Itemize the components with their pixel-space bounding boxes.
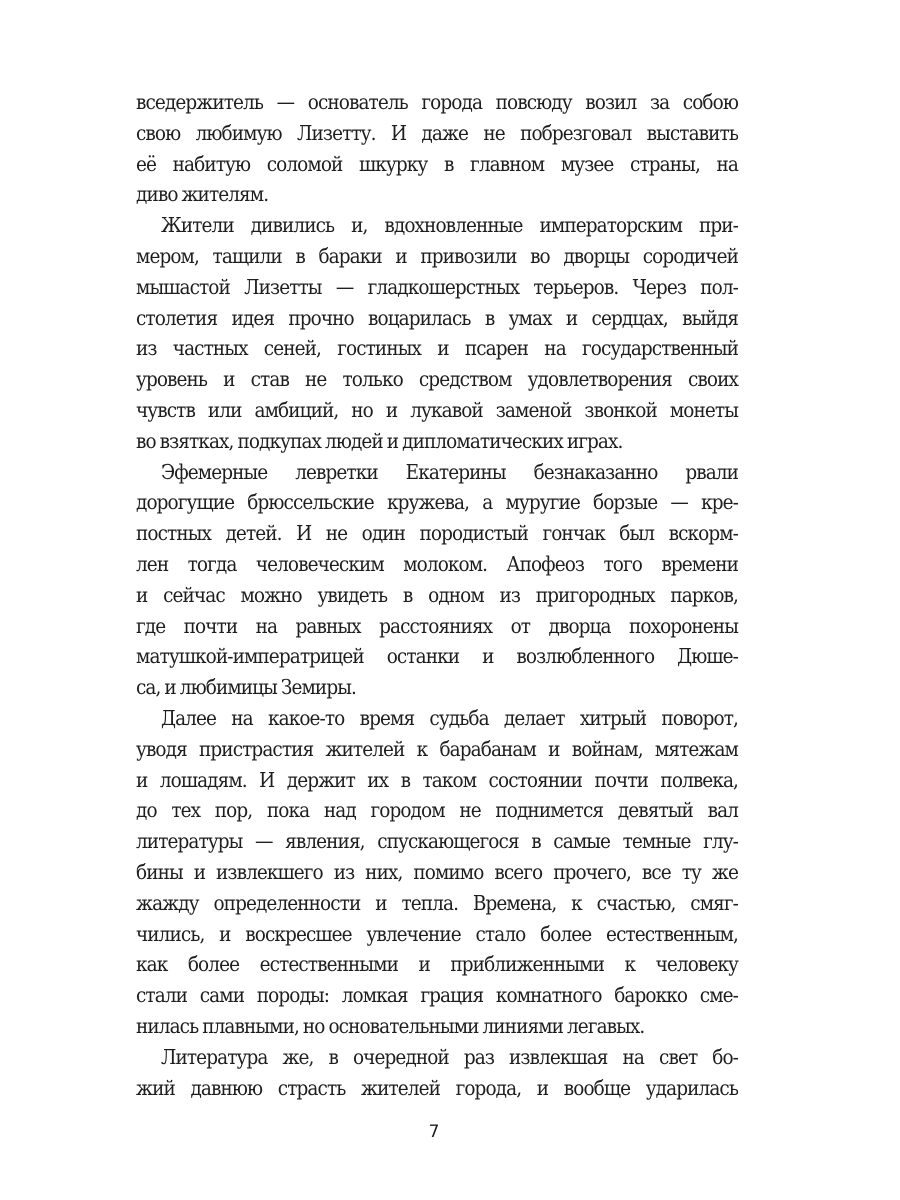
text-line: матушкой-императрицей останки и возлюбленного Дюше- bbox=[136, 644, 738, 669]
text-line: жий давнюю страсть жителей города, и вообще ударилась bbox=[136, 1075, 738, 1100]
text-line: и лошадям. И держит их в таком состоянии почти полвека, bbox=[136, 767, 738, 792]
text-line: чились, и воскресшее увлечение стало более естественным, bbox=[136, 921, 738, 946]
body-text bbox=[136, 87, 738, 1103]
paragraph bbox=[136, 703, 738, 1042]
text-line: как более естественными и приближенными к человеку bbox=[136, 952, 738, 977]
paragraph bbox=[136, 210, 738, 456]
text-line: её набитую соломой шкурку в главном музее страны, на bbox=[136, 151, 738, 176]
paragraph bbox=[136, 1042, 738, 1104]
text-line: свою любимую Лизетту. И даже не побрезговал выставить bbox=[136, 120, 738, 145]
text-line: постных детей. И не один породистый гончак был вскорм- bbox=[136, 521, 738, 546]
text-line: из частных сеней, гостиных и псарен на государственный bbox=[136, 336, 738, 361]
text-line: мером, тащили в бараки и привозили во дворцы сородичей bbox=[136, 243, 738, 268]
text-line: вседержитель — основатель города повсюду возил за собою bbox=[136, 90, 738, 114]
text-line: столетия идея прочно воцарилась в умах и сердцах, выйдя bbox=[136, 305, 738, 330]
text-line: бины и извлекшего из них, помимо всего прочего, все ту же bbox=[136, 859, 738, 884]
paragraph bbox=[136, 87, 738, 210]
text-line: нилась плавными, но основательными линиями легавых. bbox=[136, 1013, 645, 1038]
text-line: лен тогда человеческим молоком. Апофеоз того времени bbox=[136, 551, 738, 576]
text-line: уровень и став не только средством удовлетворения своих bbox=[136, 367, 738, 392]
text-line: мышастой Лизетты — гладкошерстных терьеров. Через пол- bbox=[136, 274, 738, 299]
page-number: 7 bbox=[428, 1122, 440, 1142]
text-line: Литература же, в очередной раз извлекшая на свет бо- bbox=[161, 1044, 738, 1069]
text-line: дорогущие брюссельские кружева, а муругие борзые — кре- bbox=[136, 490, 738, 515]
text-line: литературы — явления, спускающегося в самые темные глу- bbox=[136, 829, 738, 854]
text-line: Далее на какое-то время судьба делает хитрый поворот, bbox=[161, 705, 738, 730]
text-line: стали сами породы: ломкая грация комнатного барокко сме- bbox=[136, 983, 738, 1008]
text-line: са, и любимицы Земиры. bbox=[136, 675, 356, 700]
text-line: уводя пристрастия жителей к барабанам и войнам, мятежам bbox=[136, 736, 738, 761]
paragraph bbox=[136, 457, 738, 703]
text-line: чувств или амбиций, но и лукавой заменой звонкой монеты bbox=[136, 397, 738, 422]
text-line: Эфемерные левретки Екатерины безнаказанно рвали bbox=[161, 459, 738, 484]
text-line: и сейчас можно увидеть в одном из пригородных парков, bbox=[136, 582, 738, 607]
text-line: Жители дивились и, вдохновленные императорским при- bbox=[161, 213, 738, 238]
text-line: жажду определенности и тепла. Времена, к счастью, смяг- bbox=[136, 890, 738, 915]
text-line: где почти на равных расстояниях от дворца похоронены bbox=[136, 613, 738, 638]
text-line: до тех пор, пока над городом не поднимется девятый вал bbox=[136, 798, 738, 823]
text-line: во взятках, подкупах людей и дипломатических играх. bbox=[136, 428, 623, 453]
text-line: диво жителям. bbox=[136, 182, 269, 207]
